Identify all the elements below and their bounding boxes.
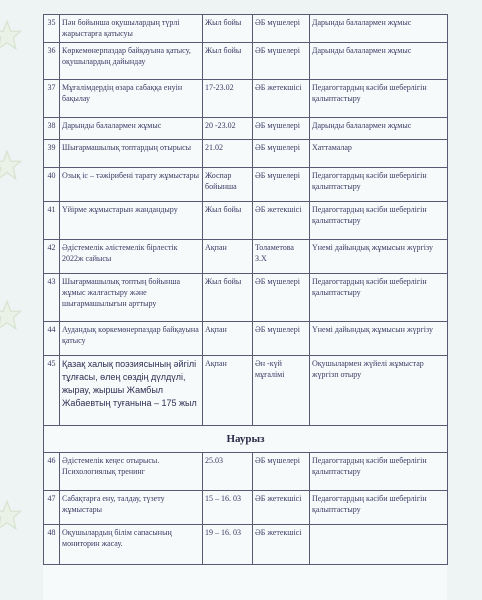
table-row bbox=[44, 525, 448, 565]
responsible-cell: ӘБ мүшелері bbox=[253, 453, 310, 491]
row-number: 48 bbox=[44, 525, 60, 565]
event-cell: Әдістемелік кеңес отырысы. Психологиялық тренинг bbox=[60, 453, 203, 491]
table-row bbox=[44, 491, 448, 525]
responsible-cell: Ән -күй мұғалімі bbox=[253, 356, 310, 426]
responsible-cell: ӘБ жетекшісі bbox=[253, 80, 310, 118]
time-cell: Жыл бойы bbox=[203, 274, 253, 322]
table-row bbox=[44, 356, 448, 426]
result-cell: Педагогтардың кәсіби шеберлігін қалыптастыру bbox=[310, 491, 448, 525]
time-cell: Жыл бойы bbox=[203, 15, 253, 43]
result-cell: Үнемі дайындық жұмысын жүргізу bbox=[310, 322, 448, 356]
row-number: 47 bbox=[44, 491, 60, 525]
result-cell: Дарынды балалармен жұмыс bbox=[310, 43, 448, 80]
time-cell: Ақпан bbox=[203, 240, 253, 274]
responsible-cell: Толаметова З.Х bbox=[253, 240, 310, 274]
table-row bbox=[44, 43, 448, 80]
responsible-cell: ӘБ жетекшісі bbox=[253, 491, 310, 525]
event-cell: Шығармашылық топтың бойынша жұмыс жалғастыру және шығармашылығын арттыру bbox=[60, 274, 203, 322]
row-number: 39 bbox=[44, 140, 60, 168]
event-cell: Қазақ халық поэзиясының әйгілі тұлғасы, өлең сөздің дүлдүлі, жырау, жыршы Жамбыл Жабаевтың туғанына – 175 жыл bbox=[60, 356, 203, 426]
row-number: 36 bbox=[44, 43, 60, 80]
event-cell: Әдістемелік әлістемелік бірлестік 2022ж сайысы bbox=[60, 240, 203, 274]
result-cell: Педагогтардың кәсіби шеберлігін қалыптастыру bbox=[310, 202, 448, 240]
event-cell: Көркемөнерпаздар байқауына қатысу, оқушылардың дайындау bbox=[60, 43, 203, 80]
result-cell: Педагогтардың кәсіби шеберлігін қалыптастыру bbox=[310, 453, 448, 491]
row-number: 42 bbox=[44, 240, 60, 274]
time-cell: Ақпан bbox=[203, 356, 253, 426]
responsible-cell: ӘБ мүшелері bbox=[253, 15, 310, 43]
row-number: 43 bbox=[44, 274, 60, 322]
table-row bbox=[44, 322, 448, 356]
time-cell: 15 – 16. 03 bbox=[203, 491, 253, 525]
result-cell: Хаттамалар bbox=[310, 140, 448, 168]
star-icon bbox=[0, 300, 22, 330]
row-number: 41 bbox=[44, 202, 60, 240]
result-cell: Педагогтардың кәсіби шеберлігін қалыптастыру bbox=[310, 274, 448, 322]
event-cell: Оқушылардың білім сапасының мониторин жасау. bbox=[60, 525, 203, 565]
star-icon bbox=[0, 150, 22, 180]
time-cell: 21.02 bbox=[203, 140, 253, 168]
time-cell: 19 – 16. 03 bbox=[203, 525, 253, 565]
event-cell: Аудандық көркемөнерпаздар байқауына қатысу bbox=[60, 322, 203, 356]
star-icon bbox=[0, 500, 22, 530]
row-number: 38 bbox=[44, 118, 60, 140]
time-cell: 25.03 bbox=[203, 453, 253, 491]
result-cell bbox=[310, 525, 448, 565]
plan-table bbox=[43, 14, 448, 565]
row-number: 44 bbox=[44, 322, 60, 356]
responsible-cell: ӘБ мүшелері bbox=[253, 118, 310, 140]
table-row bbox=[44, 15, 448, 43]
table-row bbox=[44, 240, 448, 274]
result-cell: Дарынды балалармен жұмыс bbox=[310, 118, 448, 140]
document-page bbox=[43, 14, 447, 600]
result-cell: Оқушылармен жүйелі жұмыстар жүргізп отыру bbox=[310, 356, 448, 426]
row-number: 35 bbox=[44, 15, 60, 43]
result-cell: Үнемі дайындық жұмысын жүргізу bbox=[310, 240, 448, 274]
month-label: Наурыз bbox=[44, 426, 448, 453]
time-cell: 17-23.02 bbox=[203, 80, 253, 118]
row-number: 40 bbox=[44, 168, 60, 202]
event-cell: Озық іс – тәжірибені тарату жұмыстары bbox=[60, 168, 203, 202]
responsible-cell: ӘБ мүшелері bbox=[253, 322, 310, 356]
table-row bbox=[44, 140, 448, 168]
month-header-row bbox=[44, 426, 448, 453]
responsible-cell: ӘБ мүшелері bbox=[253, 140, 310, 168]
time-cell: Ақпан bbox=[203, 322, 253, 356]
row-number: 45 bbox=[44, 356, 60, 426]
responsible-cell: ӘБ мүшелері bbox=[253, 43, 310, 80]
event-cell: Шығармашылық топтардың отырысы bbox=[60, 140, 203, 168]
result-cell: Педагогтардың кәсіби шеберлігін қалыптастыру bbox=[310, 168, 448, 202]
result-cell: Дарынды балалармен жұмыс bbox=[310, 15, 448, 43]
time-cell: Жыл бойы bbox=[203, 43, 253, 80]
event-cell: Үйірме жұмыстарын жандандыру bbox=[60, 202, 203, 240]
table-row bbox=[44, 453, 448, 491]
table-row bbox=[44, 118, 448, 140]
star-icon bbox=[0, 20, 22, 50]
responsible-cell: ӘБ жетекшісі bbox=[253, 202, 310, 240]
table-row bbox=[44, 168, 448, 202]
time-cell: Жоспар бойынша bbox=[203, 168, 253, 202]
time-cell: Жыл бойы bbox=[203, 202, 253, 240]
row-number: 46 bbox=[44, 453, 60, 491]
time-cell: 20 -23.02 bbox=[203, 118, 253, 140]
table-row bbox=[44, 80, 448, 118]
row-number: 37 bbox=[44, 80, 60, 118]
event-cell: Сабақтарға ену, талдау, түзету жұмыстары bbox=[60, 491, 203, 525]
event-cell: Мұғалімдердің өзара сабаққа енуін бақылау bbox=[60, 80, 203, 118]
result-cell: Педагогтардың кәсіби шеберлігін қалыптастыру bbox=[310, 80, 448, 118]
responsible-cell: ӘБ мүшелері bbox=[253, 168, 310, 202]
event-cell: Пән бойынша оқушылардың түрлі жарыстарға қатысуы bbox=[60, 15, 203, 43]
table-row bbox=[44, 274, 448, 322]
table-row bbox=[44, 202, 448, 240]
responsible-cell: ӘБ мүшелері bbox=[253, 274, 310, 322]
responsible-cell: ӘБ жетекшісі bbox=[253, 525, 310, 565]
event-cell: Дарынды балалармен жұмыс bbox=[60, 118, 203, 140]
